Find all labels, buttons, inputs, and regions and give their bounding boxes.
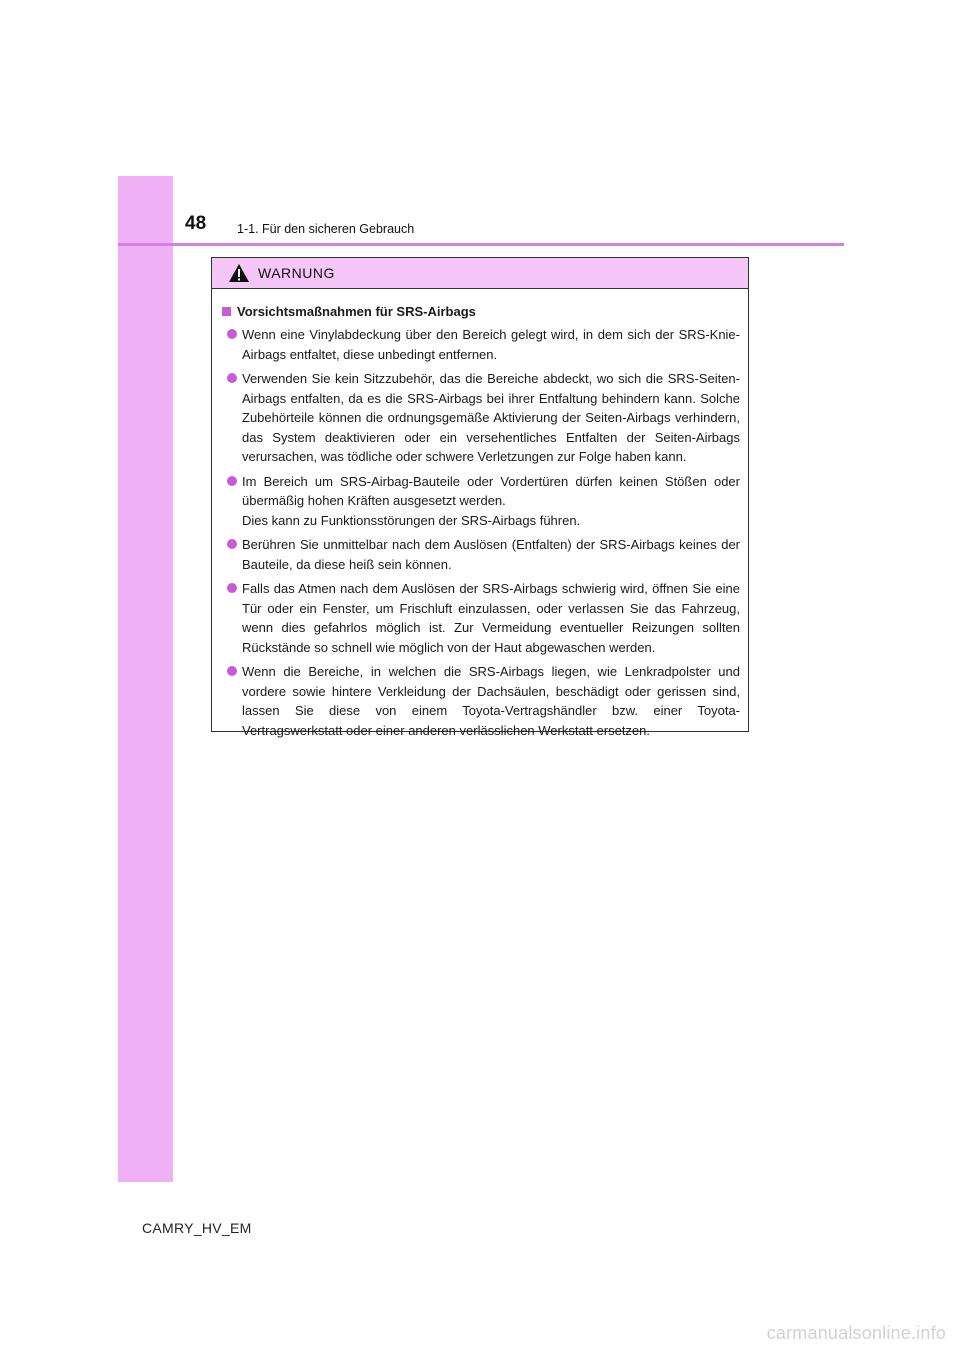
bullet-text: Dies kann zu Funktionsstörungen der SRS-Airbags führen. <box>242 512 581 528</box>
warning-body <box>212 289 748 740</box>
warning-triangle-icon <box>228 263 250 283</box>
bullet-item <box>222 662 740 740</box>
bullet-text: Wenn eine Vinylabdeckung über den Bereich gelegt wird, in dem sich der SRS-Knie-Airbags entfaltet, diese unbedingt entfernen. <box>242 327 740 362</box>
model-code: CAMRY_HV_EM <box>142 1220 252 1236</box>
section-title: 1-1. Für den sicheren Gebrauch <box>237 222 415 236</box>
bullet-item <box>222 535 740 574</box>
subheading <box>222 302 740 321</box>
bullet-item <box>222 579 740 657</box>
circle-bullet-icon <box>227 666 237 676</box>
bullet-text: Berühren Sie unmittelbar nach dem Auslösen (Entfalten) der SRS-Airbags keines der Bauteile, da diese heiß sein können. <box>242 537 740 572</box>
bullet-text: Verwenden Sie kein Sitzzubehör, das die Bereiche abdeckt, wo sich die SRS-Seiten-Airbags entfalten, da es die SRS-Airbags bei ihrer Entfaltung behindern kann. Solche Zubehörteile können die ordnungsgemäße Aktivierung der Seiten-Airbags verhindern, das System deaktivieren oder ein versehentliches Entfalten der Seiten-Airbags verursachen, was tödliche oder schwere Verletzungen zur Folge haben kann. <box>242 371 740 464</box>
warning-box <box>211 257 749 738</box>
circle-bullet-icon <box>227 539 237 549</box>
circle-bullet-icon <box>227 373 237 383</box>
bullet-item <box>222 369 740 467</box>
bullet-item <box>222 325 740 364</box>
circle-bullet-icon <box>227 329 237 339</box>
page-number: 48 <box>185 213 207 234</box>
bullet-text: Wenn die Bereiche, in welchen die SRS-Airbags liegen, wie Lenkradpolster und vordere sowie hintere Verkleidung der Dachsäulen, beschädigt oder gerissen sind, lassen Sie diese von einem Toyota-Vertragshändler bzw. einer Toyota-Vertragswerkstatt oder einer anderen verlässlichen Werkstatt ersetzen. <box>242 664 740 738</box>
warning-title: WARNUNG <box>258 265 335 281</box>
bullet-text: Falls das Atmen nach dem Auslösen der SRS-Airbags schwierig wird, öffnen Sie eine Tür oder ein Fenster, um Frischluft einzulassen, oder verlassen Sie das Fahrzeug, wenn dies gefahrlos möglich ist. Zur Vermeidung eventueller Reizungen sollten Rückstände so schnell wie möglich von der Haut abgewaschen werden. <box>242 581 740 655</box>
watermark: carmanualsonline.info <box>766 1323 946 1343</box>
square-bullet-icon <box>222 307 231 316</box>
circle-bullet-icon <box>227 583 237 593</box>
bullet-text: Im Bereich um SRS-Airbag-Bauteile oder Vordertüren dürfen keinen Stößen oder übermäßig hohen Kräften ausgesetzt werden. <box>242 473 740 508</box>
header-rule <box>118 243 844 246</box>
side-color-bar <box>118 176 173 1182</box>
warning-header <box>212 258 748 289</box>
circle-bullet-icon <box>227 476 237 486</box>
bullet-list <box>222 325 740 740</box>
subheading-text: Vorsichtsmaßnahmen für SRS-Airbags <box>237 304 476 319</box>
bullet-item <box>222 472 740 531</box>
